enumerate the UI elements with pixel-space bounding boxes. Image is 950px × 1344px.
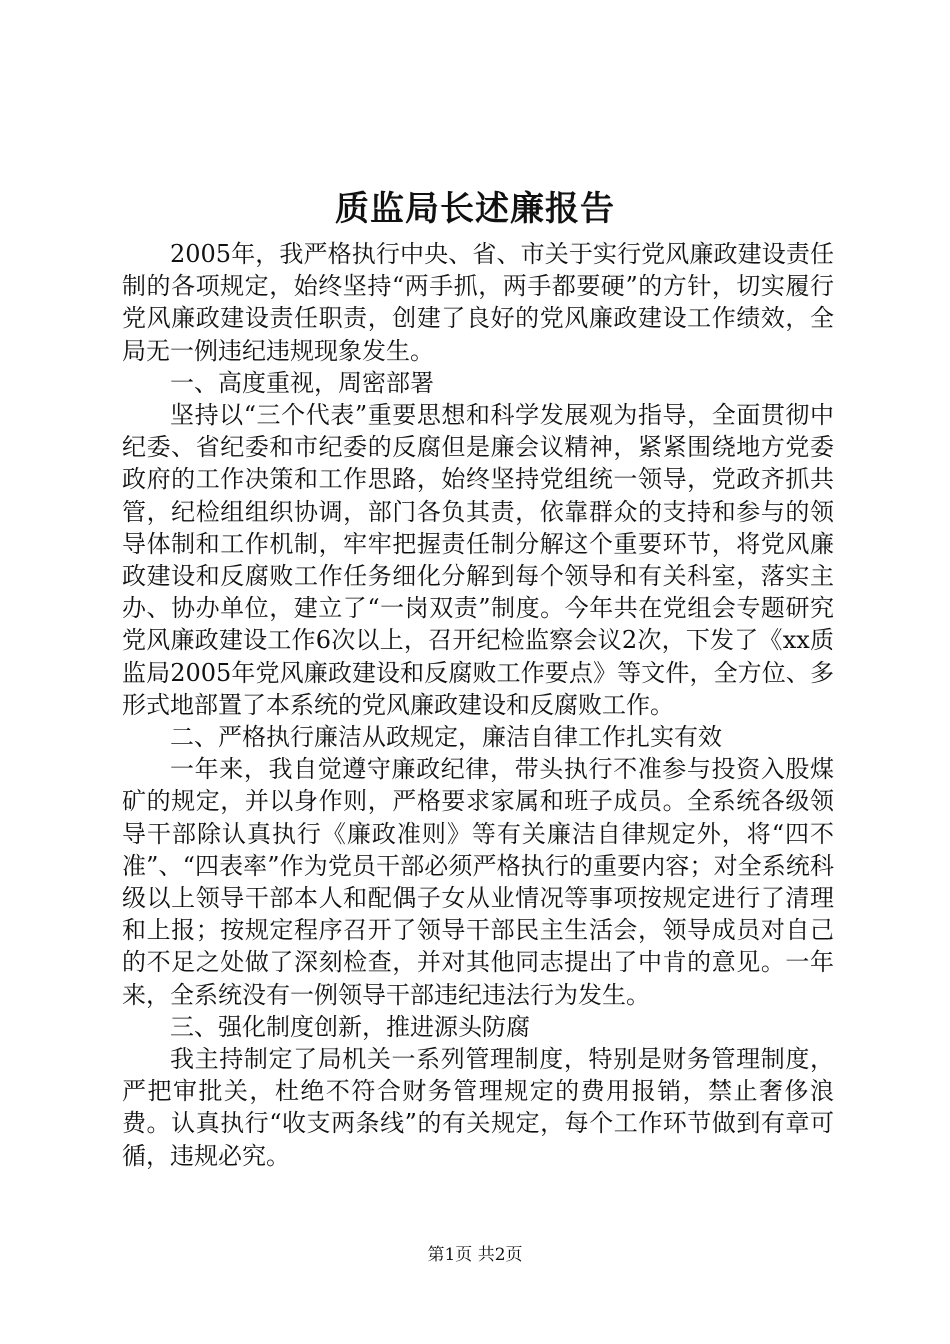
section-body-2: 一年来，我自觉遵守廉政纪律，带头执行不准参与投资入股煤矿的规定，并以身作则，严格要求家属和班子成员。全系统各级领导干部除认真执行《廉政准则》等有关廉洁自律规定外，将“四不准”、“四表率”作为党员干部必须严格执行的重要内容；对全系统科级以上领导干部本人和配偶子女从业情况等事项按规定进行了清理和上报；按规定程序召开了领导干部民主生活会，领导成员对自己的不足之处做了深刻检查，并对其他同志提出了中肯的意见。一年来，全系统没有一例领导干部违纪违法行为发生。 <box>122 755 834 1009</box>
document-title: 质监局长述廉报告 <box>335 189 615 229</box>
document-body <box>122 238 834 1172</box>
intro-paragraph: 2005年，我严格执行中央、省、市关于实行党风廉政建设责任制的各项规定，始终坚持“两手抓，两手都要硬”的方针，切实履行党风廉政建设责任职责，创建了良好的党风廉政建设工作绩效，全局无一例违纪违规现象发生。 <box>122 240 834 365</box>
section-heading-1: 一、高度重视，周密部署 <box>170 368 434 397</box>
section-body-3: 我主持制定了局机关一系列管理制度，特别是财务管理制度，严把审批关，杜绝不符合财务管理规定的费用报销，禁止奢侈浪费。认真执行“收支两条线”的有关规定，每个工作环节做到有章可循，违规必究。 <box>122 1045 834 1170</box>
section-heading-2: 二、严格执行廉洁从政规定，廉洁自律工作扎实有效 <box>170 723 722 752</box>
page-number-footer: 第1页 共2页 <box>427 1245 523 1265</box>
section-body-1: 坚持以“三个代表”重要思想和科学发展观为指导，全面贯彻中纪委、省纪委和市纪委的反腐但是廉会议精神，紧紧围绕地方党委政府的工作决策和工作思路，始终坚持党组统一领导，党政齐抓共管，纪检组组织协调，部门各负其责，依靠群众的支持和参与的领导体制和工作机制，牢牢把握责任制分解这个重要环节，将党风廉政建设和反腐败工作任务细化分解到每个领导和有关科室，落实主办、协办单位，建立了“一岗双责”制度。今年共在党组会专题研究党风廉政建设工作6次以上，召开纪检监察会议2次，下发了《xx质监局2005年党风廉政建设和反腐败工作要点》等文件，全方位、多形式地部置了本系统的党风廉政建设和反腐败工作。 <box>122 401 834 719</box>
section-heading-3: 三、强化制度创新，推进源头防腐 <box>170 1012 530 1041</box>
